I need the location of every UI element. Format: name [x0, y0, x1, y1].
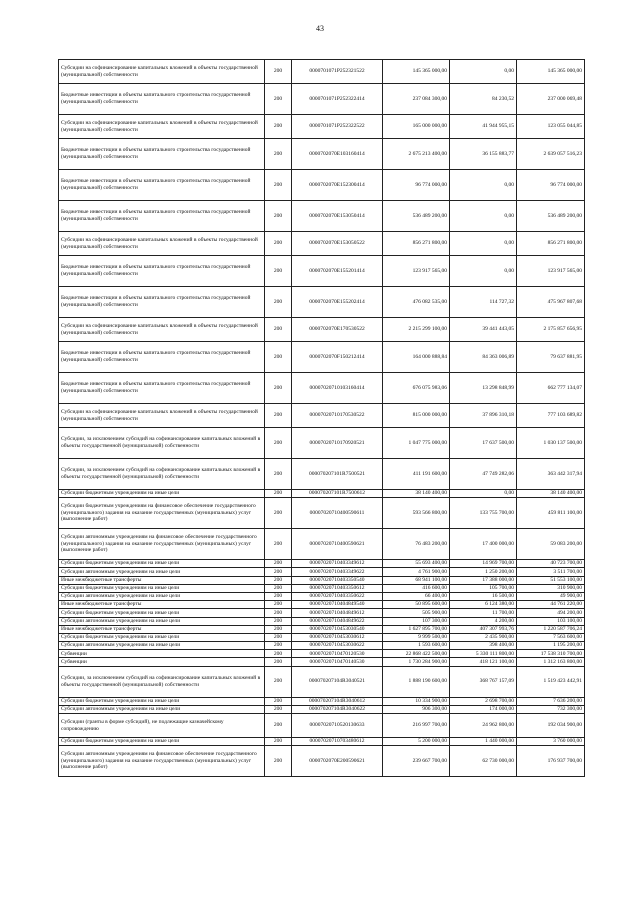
budget-classification-code-cell: 0000702070E200590621	[292, 746, 383, 777]
executed-amount-cell: 2 435 900,00	[450, 633, 517, 641]
budget-classification-code-cell: 00007020710453030540	[292, 625, 383, 633]
line-code-cell: 200	[265, 584, 292, 592]
expense-type-cell: Субсидии бюджетным учреждениям на финансовое обеспечение государственного (муниципального) задания на оказание государственных (муниципальных) услуг (выполнение работ)	[59, 498, 265, 529]
expense-type-cell: Бюджетные инвестиции в объекты капитального строительства государственной (муниципальной) собственности	[59, 342, 265, 373]
table-row	[59, 650, 585, 658]
expense-type-cell: Субсидии бюджетным учреждениям на иные цели	[59, 697, 265, 705]
approved-amount-cell: 38 140 400,00	[383, 490, 450, 498]
expense-type-cell: Иные межбюджетные трансферты	[59, 576, 265, 584]
table-row	[59, 609, 585, 617]
executed-amount-cell: 62 730 000,00	[450, 746, 517, 777]
line-code-cell: 200	[265, 201, 292, 232]
budget-classification-code-cell: 00007020710400590611	[292, 498, 383, 529]
table-row	[59, 666, 585, 697]
table-row	[59, 560, 585, 568]
line-code-cell: 200	[265, 592, 292, 600]
unexecuted-amount-cell: 1 312 163 800,00	[517, 658, 585, 666]
budget-classification-code-cell: 00007020710453030622	[292, 642, 383, 650]
executed-amount-cell: 398 400,00	[450, 642, 517, 650]
expense-type-cell: Субсидии автономным учреждениям на финансовое обеспечение государственного (муниципального) задания на оказание государственных (муниципальных) услуг (выполнение работ)	[59, 746, 265, 777]
expense-type-cell: Субсидии, за исключением субсидий на софинансирование капитальных вложений в объекты государственной (муниципальной) собственности	[59, 428, 265, 459]
budget-classification-code-cell: 00007020710470120530	[292, 650, 383, 658]
approved-amount-cell: 55 693 400,00	[383, 560, 450, 568]
expense-type-cell: Субсидии бюджетным учреждениям на иные цели	[59, 560, 265, 568]
approved-amount-cell: 123 917 565,00	[383, 256, 450, 287]
executed-amount-cell: 47 749 282,06	[450, 459, 517, 490]
unexecuted-amount-cell: 51 553 100,00	[517, 576, 585, 584]
budget-classification-code-cell: 0000701071P252321522	[292, 60, 383, 84]
table-row	[59, 584, 585, 592]
unexecuted-amount-cell: 40 723 700,00	[517, 560, 585, 568]
table-row	[59, 714, 585, 738]
unexecuted-amount-cell: 3 760 000,00	[517, 738, 585, 746]
executed-amount-cell: 41 944 955,15	[450, 115, 517, 139]
unexecuted-amount-cell: 1 519 423 442,91	[517, 666, 585, 697]
table-row	[59, 738, 585, 746]
executed-amount-cell: 368 767 157,09	[450, 666, 517, 697]
budget-classification-code-cell: 0000702070E103160414	[292, 139, 383, 170]
approved-amount-cell: 2 675 213 400,00	[383, 139, 450, 170]
table-row	[59, 342, 585, 373]
approved-amount-cell: 9 999 500,00	[383, 633, 450, 641]
line-code-cell: 200	[265, 490, 292, 498]
approved-amount-cell: 476 082 535,00	[383, 287, 450, 318]
budget-classification-code-cell: 00007020710520130633	[292, 714, 383, 738]
approved-amount-cell: 1 627 895 700,00	[383, 625, 450, 633]
table-row	[59, 139, 585, 170]
approved-amount-cell: 164 000 888,84	[383, 342, 450, 373]
budget-classification-code-cell: 0000702070E155201414	[292, 256, 383, 287]
unexecuted-amount-cell: 59 083 200,00	[517, 529, 585, 560]
line-code-cell: 200	[265, 232, 292, 256]
expense-type-cell: Иные межбюджетные трансферты	[59, 601, 265, 609]
executed-amount-cell: 11 700,00	[450, 609, 517, 617]
table-row	[59, 287, 585, 318]
unexecuted-amount-cell: 103 100,00	[517, 617, 585, 625]
executed-amount-cell: 39 441 443,05	[450, 318, 517, 342]
executed-amount-cell: 0,00	[450, 170, 517, 201]
executed-amount-cell: 114 727,32	[450, 287, 517, 318]
approved-amount-cell: 76 483 200,00	[383, 529, 450, 560]
budget-classification-code-cell: 0000702070E155202414	[292, 287, 383, 318]
approved-amount-cell: 505 900,00	[383, 609, 450, 617]
line-code-cell: 200	[265, 642, 292, 650]
executed-amount-cell: 0,00	[450, 60, 517, 84]
budget-classification-code-cell: 0000702070F150212414	[292, 342, 383, 373]
budget-classification-code-cell: 000070207104R3040622	[292, 705, 383, 713]
line-code-cell: 200	[265, 170, 292, 201]
approved-amount-cell: 676 075 983,06	[383, 373, 450, 404]
budget-classification-code-cell: 00007020710404849540	[292, 601, 383, 609]
unexecuted-amount-cell: 856 271 800,00	[517, 232, 585, 256]
approved-amount-cell: 237 084 300,00	[383, 84, 450, 115]
table-row	[59, 459, 585, 490]
approved-amount-cell: 165 000 000,00	[383, 115, 450, 139]
unexecuted-amount-cell: 310 900,00	[517, 584, 585, 592]
table-row	[59, 60, 585, 84]
approved-amount-cell: 536 489 200,00	[383, 201, 450, 232]
table-row	[59, 404, 585, 428]
table-row	[59, 625, 585, 633]
line-code-cell: 200	[265, 404, 292, 428]
table-row	[59, 256, 585, 287]
budget-classification-code-cell: 0000701071P252322414	[292, 84, 383, 115]
table-row	[59, 498, 585, 529]
expense-type-cell: Субсидии на софинансирование капитальных вложений в объекты государственной (муниципальной) собственности	[59, 115, 265, 139]
expense-type-cell: Субсидии автономным учреждениям на иные цели	[59, 705, 265, 713]
approved-amount-cell: 68 941 100,00	[383, 576, 450, 584]
executed-amount-cell: 5 330 111 800,00	[450, 650, 517, 658]
unexecuted-amount-cell: 662 777 134,07	[517, 373, 585, 404]
table-row	[59, 170, 585, 201]
line-code-cell: 200	[265, 633, 292, 641]
budget-classification-code-cell: 00007020710103160414	[292, 373, 383, 404]
budget-classification-code-cell: 0000701071P252322522	[292, 115, 383, 139]
expense-type-cell: Субсидии автономным учреждениям на иные цели	[59, 642, 265, 650]
budget-classification-code-cell: 00007020710403350612	[292, 584, 383, 592]
table-row	[59, 576, 585, 584]
approved-amount-cell: 107 300,00	[383, 617, 450, 625]
unexecuted-amount-cell: 1 220 587 706,24	[517, 625, 585, 633]
executed-amount-cell: 174 000,00	[450, 705, 517, 713]
executed-amount-cell: 105 700,00	[450, 584, 517, 592]
table-row	[59, 592, 585, 600]
budget-classification-code-cell: 000070207104R3040521	[292, 666, 383, 697]
expense-type-cell: Бюджетные инвестиции в объекты капитального строительства государственной (муниципальной) собственности	[59, 170, 265, 201]
line-code-cell: 200	[265, 658, 292, 666]
expense-type-cell: Бюджетные инвестиции в объекты капитального строительства государственной (муниципальной) собственности	[59, 373, 265, 404]
expense-type-cell: Бюджетные инвестиции в объекты капитального строительства государственной (муниципальной) собственности	[59, 139, 265, 170]
executed-amount-cell: 133 755 700,00	[450, 498, 517, 529]
table-body	[59, 60, 585, 777]
table-row	[59, 705, 585, 713]
executed-amount-cell: 407 307 993,76	[450, 625, 517, 633]
approved-amount-cell: 1 593 600,00	[383, 642, 450, 650]
expense-type-cell: Субсидии бюджетным учреждениям на иные цели	[59, 490, 265, 498]
expense-type-cell: Субсидии на софинансирование капитальных вложений в объекты государственной (муниципальной) собственности	[59, 60, 265, 84]
budget-classification-code-cell: 00007020710453030612	[292, 633, 383, 641]
line-code-cell: 200	[265, 714, 292, 738]
unexecuted-amount-cell: 536 489 200,00	[517, 201, 585, 232]
budget-classification-code-cell: 000070207101R7500612	[292, 490, 383, 498]
page-number: 43	[316, 24, 324, 33]
approved-amount-cell: 1 888 190 600,00	[383, 666, 450, 697]
unexecuted-amount-cell: 17 538 310 700,00	[517, 650, 585, 658]
expense-type-cell: Субвенции	[59, 658, 265, 666]
unexecuted-amount-cell: 44 761 220,00	[517, 601, 585, 609]
executed-amount-cell: 16 500,00	[450, 592, 517, 600]
approved-amount-cell: 10 334 900,00	[383, 697, 450, 705]
approved-amount-cell: 411 191 600,00	[383, 459, 450, 490]
expense-type-cell: Субсидии на софинансирование капитальных вложений в объекты государственной (муниципальной) собственности	[59, 404, 265, 428]
expense-type-cell: Субсидии (гранты в форме субсидий), не подлежащие казначейскому сопровождению	[59, 714, 265, 738]
expense-type-cell: Бюджетные инвестиции в объекты капитального строительства государственной (муниципальной) собственности	[59, 84, 265, 115]
executed-amount-cell: 1 250 200,00	[450, 568, 517, 576]
expense-type-cell: Бюджетные инвестиции в объекты капитального строительства государственной (муниципальной) собственности	[59, 256, 265, 287]
executed-amount-cell: 17 637 500,00	[450, 428, 517, 459]
expense-type-cell: Субсидии на софинансирование капитальных вложений в объекты государственной (муниципальной) собственности	[59, 232, 265, 256]
approved-amount-cell: 1 730 284 900,00	[383, 658, 450, 666]
line-code-cell: 200	[265, 560, 292, 568]
unexecuted-amount-cell: 2 639 057 516,23	[517, 139, 585, 170]
line-code-cell: 200	[265, 342, 292, 373]
line-code-cell: 200	[265, 428, 292, 459]
budget-classification-code-cell: 00007020710170530522	[292, 404, 383, 428]
approved-amount-cell: 66 400,00	[383, 592, 450, 600]
expense-type-cell: Субсидии на софинансирование капитальных вложений в объекты государственной (муниципальной) собственности	[59, 318, 265, 342]
executed-amount-cell: 1 440 000,00	[450, 738, 517, 746]
table-row	[59, 529, 585, 560]
executed-amount-cell: 17 400 000,00	[450, 529, 517, 560]
unexecuted-amount-cell: 7 563 600,00	[517, 633, 585, 641]
expense-type-cell: Субсидии автономным учреждениям на иные цели	[59, 592, 265, 600]
executed-amount-cell: 13 298 848,99	[450, 373, 517, 404]
unexecuted-amount-cell: 777 103 689,82	[517, 404, 585, 428]
line-code-cell: 200	[265, 498, 292, 529]
approved-amount-cell: 216 997 700,00	[383, 714, 450, 738]
line-code-cell: 200	[265, 318, 292, 342]
executed-amount-cell: 0,00	[450, 490, 517, 498]
expense-type-cell: Субсидии, за исключением субсидий на софинансирование капитальных вложений в объекты государственной (муниципальной) собственности	[59, 666, 265, 697]
unexecuted-amount-cell: 2 175 857 656,95	[517, 318, 585, 342]
unexecuted-amount-cell: 176 937 700,00	[517, 746, 585, 777]
table-row	[59, 428, 585, 459]
line-code-cell: 200	[265, 373, 292, 404]
budget-classification-code-cell: 0000702070E170530522	[292, 318, 383, 342]
line-code-cell: 200	[265, 115, 292, 139]
budget-classification-code-cell: 00007020710403349622	[292, 568, 383, 576]
unexecuted-amount-cell: 192 034 900,00	[517, 714, 585, 738]
budget-table	[58, 59, 585, 777]
budget-classification-code-cell: 000070207101R7500521	[292, 459, 383, 490]
approved-amount-cell: 1 047 775 000,00	[383, 428, 450, 459]
table-row	[59, 568, 585, 576]
approved-amount-cell: 239 667 700,00	[383, 746, 450, 777]
approved-amount-cell: 145 365 000,00	[383, 60, 450, 84]
line-code-cell: 200	[265, 650, 292, 658]
budget-classification-code-cell: 00007020710403350540	[292, 576, 383, 584]
table-row	[59, 601, 585, 609]
expense-type-cell: Субсидии бюджетным учреждениям на иные цели	[59, 738, 265, 746]
executed-amount-cell: 24 962 800,00	[450, 714, 517, 738]
line-code-cell: 200	[265, 697, 292, 705]
unexecuted-amount-cell: 237 000 069,48	[517, 84, 585, 115]
table-row	[59, 318, 585, 342]
line-code-cell: 200	[265, 609, 292, 617]
line-code-cell: 200	[265, 738, 292, 746]
budget-classification-code-cell: 0000702070E152300414	[292, 170, 383, 201]
expense-type-cell: Бюджетные инвестиции в объекты капитального строительства государственной (муниципальной) собственности	[59, 287, 265, 318]
budget-classification-code-cell: 00007020710403350622	[292, 592, 383, 600]
expense-type-cell: Субсидии бюджетным учреждениям на иные цели	[59, 584, 265, 592]
unexecuted-amount-cell: 96 774 000,00	[517, 170, 585, 201]
budget-classification-code-cell: 00007020710403349612	[292, 560, 383, 568]
table-row	[59, 642, 585, 650]
budget-classification-code-cell: 0000702070E153050414	[292, 201, 383, 232]
line-code-cell: 200	[265, 617, 292, 625]
budget-classification-code-cell: 00007020710404849622	[292, 617, 383, 625]
line-code-cell: 200	[265, 625, 292, 633]
table-row	[59, 201, 585, 232]
unexecuted-amount-cell: 79 637 881,95	[517, 342, 585, 373]
approved-amount-cell: 2 215 299 100,00	[383, 318, 450, 342]
unexecuted-amount-cell: 123 055 044,85	[517, 115, 585, 139]
table-row	[59, 490, 585, 498]
line-code-cell: 200	[265, 601, 292, 609]
line-code-cell: 200	[265, 705, 292, 713]
expense-type-cell: Субвенции	[59, 650, 265, 658]
executed-amount-cell: 2 698 700,00	[450, 697, 517, 705]
expense-type-cell: Субсидии автономным учреждениям на финансовое обеспечение государственного (муниципального) задания на оказание государственных (муниципальных) услуг (выполнение работ)	[59, 529, 265, 560]
unexecuted-amount-cell: 732 300,00	[517, 705, 585, 713]
line-code-cell: 200	[265, 84, 292, 115]
approved-amount-cell: 50 895 600,00	[383, 601, 450, 609]
budget-classification-code-cell: 000070207104R3040612	[292, 697, 383, 705]
budget-classification-code-cell: 00007020710400590621	[292, 529, 383, 560]
table-row	[59, 633, 585, 641]
expense-type-cell: Субсидии бюджетным учреждениям на иные цели	[59, 633, 265, 641]
expense-type-cell: Бюджетные инвестиции в объекты капитального строительства государственной (муниципальной) собственности	[59, 201, 265, 232]
approved-amount-cell: 96 774 000,00	[383, 170, 450, 201]
executed-amount-cell: 0,00	[450, 232, 517, 256]
unexecuted-amount-cell: 123 917 565,00	[517, 256, 585, 287]
executed-amount-cell: 6 124 380,00	[450, 601, 517, 609]
executed-amount-cell: 14 969 700,00	[450, 560, 517, 568]
line-code-cell: 200	[265, 746, 292, 777]
approved-amount-cell: 593 566 800,00	[383, 498, 450, 529]
table-row	[59, 84, 585, 115]
line-code-cell: 200	[265, 287, 292, 318]
line-code-cell: 200	[265, 139, 292, 170]
expense-type-cell: Субсидии автономным учреждениям на иные цели	[59, 568, 265, 576]
unexecuted-amount-cell: 1 030 137 500,00	[517, 428, 585, 459]
line-code-cell: 200	[265, 666, 292, 697]
expense-type-cell: Субсидии бюджетным учреждениям на иные цели	[59, 609, 265, 617]
executed-amount-cell: 418 121 100,00	[450, 658, 517, 666]
executed-amount-cell: 0,00	[450, 256, 517, 287]
budget-classification-code-cell: 00007020710404849612	[292, 609, 383, 617]
approved-amount-cell: 815 000 000,00	[383, 404, 450, 428]
unexecuted-amount-cell: 475 967 807,68	[517, 287, 585, 318]
budget-classification-code-cell: 00007020710170920521	[292, 428, 383, 459]
table-row	[59, 232, 585, 256]
table-row	[59, 658, 585, 666]
unexecuted-amount-cell: 3 511 700,00	[517, 568, 585, 576]
executed-amount-cell: 84 363 006,89	[450, 342, 517, 373]
approved-amount-cell: 22 868 422 500,00	[383, 650, 450, 658]
unexecuted-amount-cell: 363 442 317,94	[517, 459, 585, 490]
executed-amount-cell: 36 155 883,77	[450, 139, 517, 170]
table-row	[59, 373, 585, 404]
line-code-cell: 200	[265, 256, 292, 287]
line-code-cell: 200	[265, 459, 292, 490]
executed-amount-cell: 84 230,52	[450, 84, 517, 115]
approved-amount-cell: 5 200 000,00	[383, 738, 450, 746]
approved-amount-cell: 416 600,00	[383, 584, 450, 592]
approved-amount-cell: 856 271 800,00	[383, 232, 450, 256]
expense-type-cell: Субсидии автономным учреждениям на иные цели	[59, 617, 265, 625]
table-row	[59, 697, 585, 705]
unexecuted-amount-cell: 38 140 400,00	[517, 490, 585, 498]
unexecuted-amount-cell: 145 365 000,00	[517, 60, 585, 84]
unexecuted-amount-cell: 1 195 200,00	[517, 642, 585, 650]
unexecuted-amount-cell: 49 900,00	[517, 592, 585, 600]
executed-amount-cell: 4 200,00	[450, 617, 517, 625]
expense-type-cell: Иные межбюджетные трансферты	[59, 625, 265, 633]
unexecuted-amount-cell: 494 200,00	[517, 609, 585, 617]
table-row	[59, 115, 585, 139]
executed-amount-cell: 37 896 310,18	[450, 404, 517, 428]
unexecuted-amount-cell: 459 811 100,00	[517, 498, 585, 529]
unexecuted-amount-cell: 7 636 200,00	[517, 697, 585, 705]
table-row	[59, 746, 585, 777]
executed-amount-cell: 0,00	[450, 201, 517, 232]
line-code-cell: 200	[265, 568, 292, 576]
approved-amount-cell: 906 300,00	[383, 705, 450, 713]
executed-amount-cell: 17 388 000,00	[450, 576, 517, 584]
approved-amount-cell: 4 761 900,00	[383, 568, 450, 576]
line-code-cell: 200	[265, 576, 292, 584]
line-code-cell: 200	[265, 60, 292, 84]
budget-classification-code-cell: 00007020710470140530	[292, 658, 383, 666]
line-code-cell: 200	[265, 529, 292, 560]
expense-type-cell: Субсидии, за исключением субсидий на софинансирование капитальных вложений в объекты государственной (муниципальной) собственности	[59, 459, 265, 490]
table-row	[59, 617, 585, 625]
budget-classification-code-cell: 00007020710703480612	[292, 738, 383, 746]
budget-classification-code-cell: 0000702070E153050522	[292, 232, 383, 256]
